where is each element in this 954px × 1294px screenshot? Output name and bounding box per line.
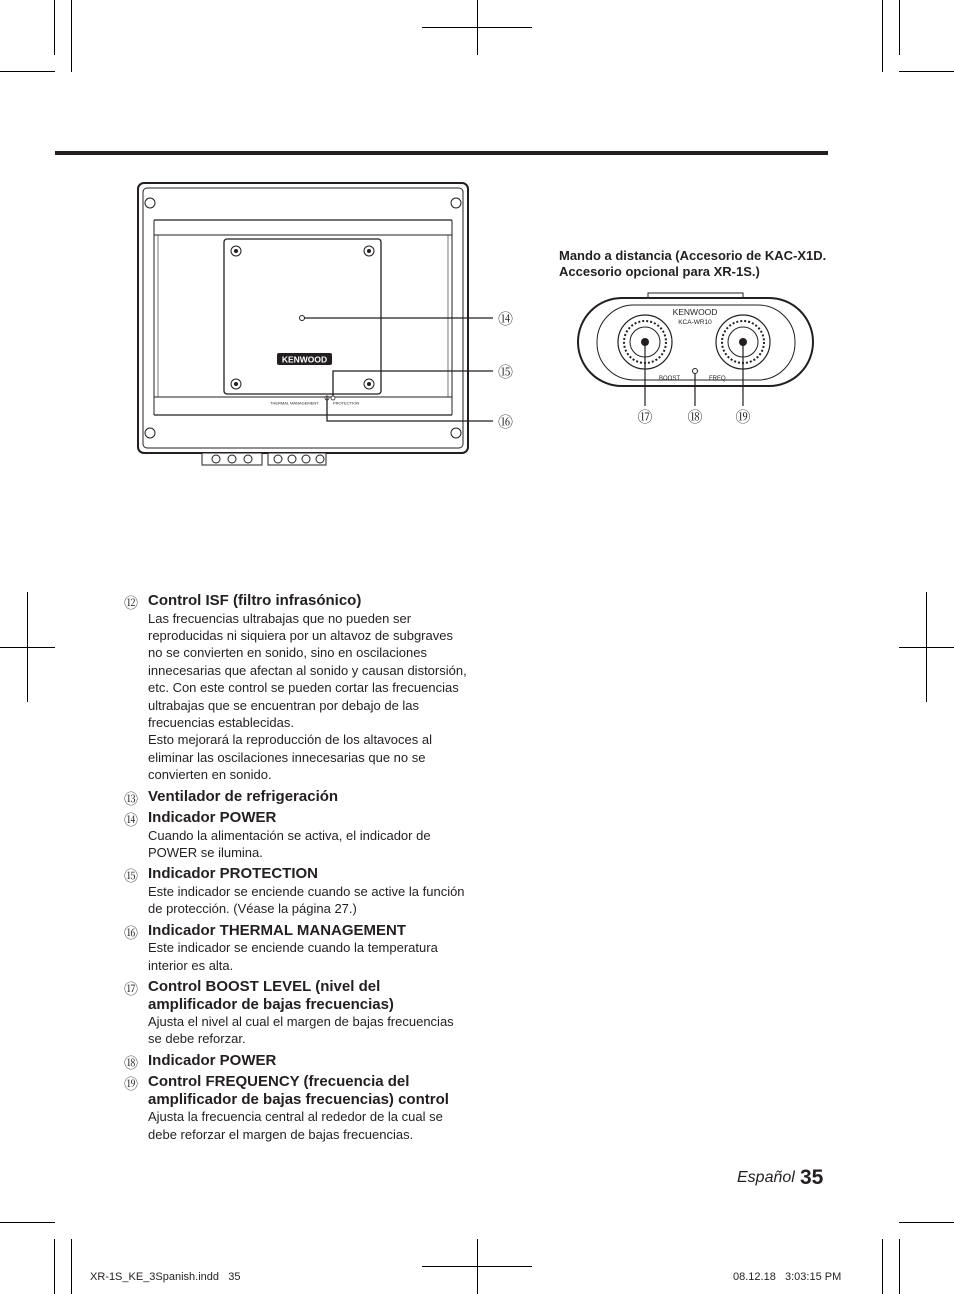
list-item [124,809,469,861]
item-number: ⑰ [124,981,138,997]
item-title: Control ISF (filtro infrasónico) [148,592,362,609]
item-number: ⑱ [124,1054,138,1071]
item-title: Ventilador de refrigeración [148,787,339,805]
item-number: ⑮ [124,868,138,885]
crop-mark [0,71,55,72]
item-number: ⑭ [124,812,138,829]
item-description: Ajusta el nivel al cual el margen de bajas frecuencias se debe reforzar. [148,1014,454,1047]
crop-mark [899,1239,900,1294]
crop-mark [882,1239,883,1294]
list-item [124,1052,469,1070]
crop-mark [422,1266,532,1267]
page-number: 35 [800,1166,824,1189]
remote-caption: Mando a distancia (Accesorio de KAC-X1D. Accesorio opcional para XR-1S.) [559,248,827,279]
crop-mark [422,27,532,28]
freq-label: FREQ [709,376,726,382]
feature-list [124,592,469,1147]
item-number: ⑬ [124,790,138,807]
list-item [124,978,469,1048]
callout-17: ⑰ [637,409,653,426]
crop-mark [54,0,55,55]
crop-mark [899,0,900,55]
list-item [124,865,469,917]
crop-mark [71,1239,72,1294]
amp-brand: KENWOOD [281,354,328,365]
remote-brand: KENWOOD [672,307,718,317]
item-description: Este indicador se enciende cuando la temperatura interior es alta. [148,940,438,973]
item-title: Control FREQUENCY (frecuencia del amplificador de bajas frecuencias) control [148,1073,449,1108]
item-number: ⑯ [124,924,138,941]
crop-mark [899,1222,954,1223]
crop-mark [899,71,954,72]
item-title: Indicador POWER [148,809,277,827]
amplifier-illustration [130,175,530,470]
protection-label: PROTECTION [333,400,360,406]
list-item [124,788,469,806]
item-description: Esto mejorará la reproducción de los altavoces al eliminar las oscilaciones innecesarias que no se convierten en sonido. [148,732,432,783]
slug-timestamp: 08.12.18 3:03:15 PM [733,1271,842,1283]
callout-18: ⑱ [687,409,703,426]
crop-mark [882,0,883,72]
list-item [124,1073,469,1143]
item-description: Cuando la alimentación se activa, el indicador de POWER se ilumina. [148,827,431,860]
remote-model: KCA-WR10 [678,319,712,326]
callout-19: ⑲ [735,409,751,426]
item-description: Ajusta la frecuencia central al rededor de la cual se debe reforzar el margen de bajas frecuencias. [148,1109,443,1142]
list-item [124,592,469,784]
crop-mark [899,647,954,648]
callout-14: ⑭ [498,311,514,328]
callout-16: ⑯ [498,414,514,431]
slug-filename: XR-1S_KE_3Spanish.indd 35 [90,1271,241,1283]
item-title: Indicador PROTECTION [148,865,319,883]
crop-mark [0,647,55,648]
header-rule [55,151,828,155]
item-title: Control BOOST LEVEL (nivel del amplificador de bajas frecuencias) [148,978,394,1013]
footer-language: Español [737,1169,795,1186]
crop-mark [71,0,72,72]
item-title: Indicador POWER [148,1051,277,1069]
list-item [124,922,469,974]
crop-mark [0,1222,55,1223]
crop-mark [54,1239,55,1294]
thermal-label: THERMAL MANAGEMENT [270,400,319,406]
remote-illustration [575,290,820,430]
item-description: Las frecuencias ultrabajas que no pueden ser reproducidas ni siquiera por un altavoz de subgraves no se convierten en sonido, sino en oscilaciones innecesarias que afectan al sonido y causan distorsión, etc. Con este control se pueden cortar las frecuencias ultrabajas que se encuentran por debajo de las frecuencias establecidas. [148,610,467,730]
item-number: ⑫ [124,595,138,611]
item-description: Este indicador se enciende cuando se active la función de protección. (Véase la página 27.) [148,883,465,917]
callout-15: ⑮ [498,364,514,381]
boost-label: BOOST [659,376,681,382]
item-title: Indicador THERMAL MANAGEMENT [148,921,407,939]
item-number: ⑲ [124,1076,138,1093]
